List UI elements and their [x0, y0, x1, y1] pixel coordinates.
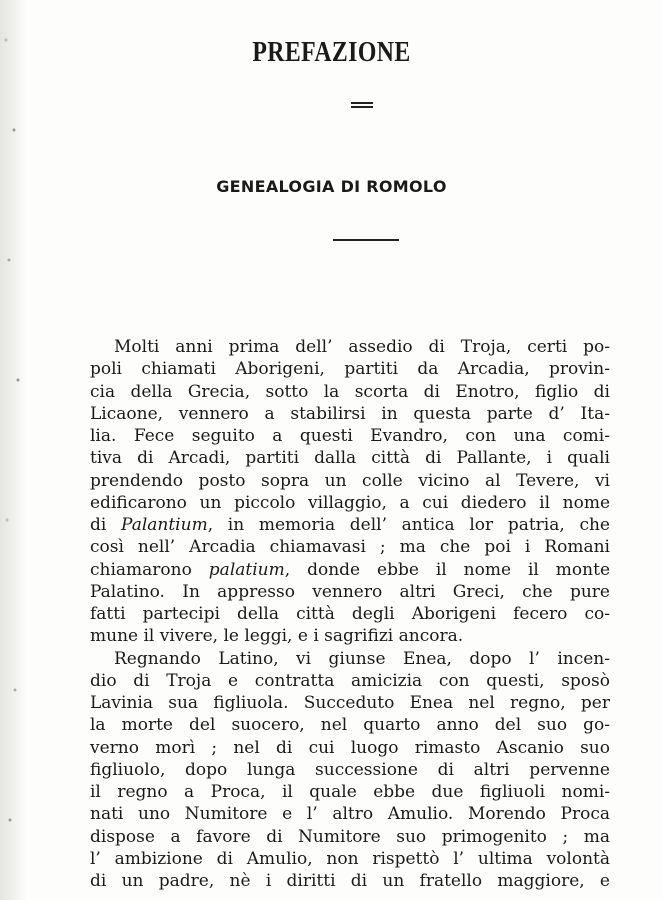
text-line: di un padre, nè i diritti di un fratello maggiore, e	[90, 871, 610, 891]
page-title: PREFAZIONE	[252, 36, 411, 68]
text-line: figliuolo, dopo lunga successione di altri pervenne	[90, 759, 610, 780]
text-line: Regnando Latino, vi giunse Enea, dopo l’ incen-	[114, 648, 610, 669]
text-line: poli chiamati Aborigeni, partiti da Arcadia, provin-	[90, 359, 610, 380]
text-line: lia. Fece seguito a questi Evandro, con una comi-	[90, 426, 610, 446]
text-line: Molti anni prima dell’ assedio di Troja, certi po-	[114, 337, 610, 357]
text-line: la morte del suocero, nel quarto anno del suo go-	[90, 715, 610, 736]
text-line: il regno a Proca, il quale ebbe due figliuoli nomi-	[90, 782, 610, 802]
text-line: cia della Grecia, sotto la scorta di Enotro, figlio di	[90, 381, 610, 402]
text-line: edificarono un piccolo villaggio, a cui diedero il nome	[90, 492, 610, 513]
text-line: Licaone, vennero a stabilirsi in questa parte d’ Ita-	[90, 403, 610, 424]
heading-rule	[333, 239, 399, 241]
text-line: verno morì ; nel di cui luogo rimasto Ascanio suo	[90, 737, 610, 758]
text-line: mune il vivere, le leggi, e i sagrifizi ancora.	[90, 626, 464, 647]
text-line: Palatino. In appresso vennero altri Greci, che pure	[90, 581, 610, 602]
body-text	[90, 336, 610, 892]
scan-margin	[0, 0, 26, 900]
text-line: chiamarono palatium, donde ebbe il nome il monte	[90, 559, 611, 580]
text-line: fatti partecipi della città degli Aborigeni fecero co-	[90, 604, 610, 624]
text-line: tiva di Arcadi, partiti dalla città di Pallante, i quali	[90, 448, 610, 469]
section-heading: GENEALOGIA DI ROMOLO	[216, 177, 447, 196]
text-line: dio di Troja e contratta amicizia con questi, sposò	[90, 670, 610, 691]
text-line: dispose a favore di Numitore suo primogenito ; ma	[90, 826, 610, 847]
text-line: prendendo posto sopra un colle vicino al Tevere, vi	[90, 470, 610, 491]
text-line: Lavinia sua figliuola. Succeduto Enea nel regno, per	[90, 693, 610, 713]
text-line: così nell’ Arcadia chiamavasi ; ma che poi i Romani	[90, 537, 610, 558]
text-line: l’ ambizione di Amulio, non rispettò l’ ultima volontà	[90, 848, 610, 869]
text-line: di Palantium, in memoria dell’ antica lor patria, che	[90, 515, 610, 535]
text-line: nati uno Numitore e l’ altro Amulio. Morendo Proca	[90, 804, 610, 825]
title-double-rule	[351, 102, 373, 108]
